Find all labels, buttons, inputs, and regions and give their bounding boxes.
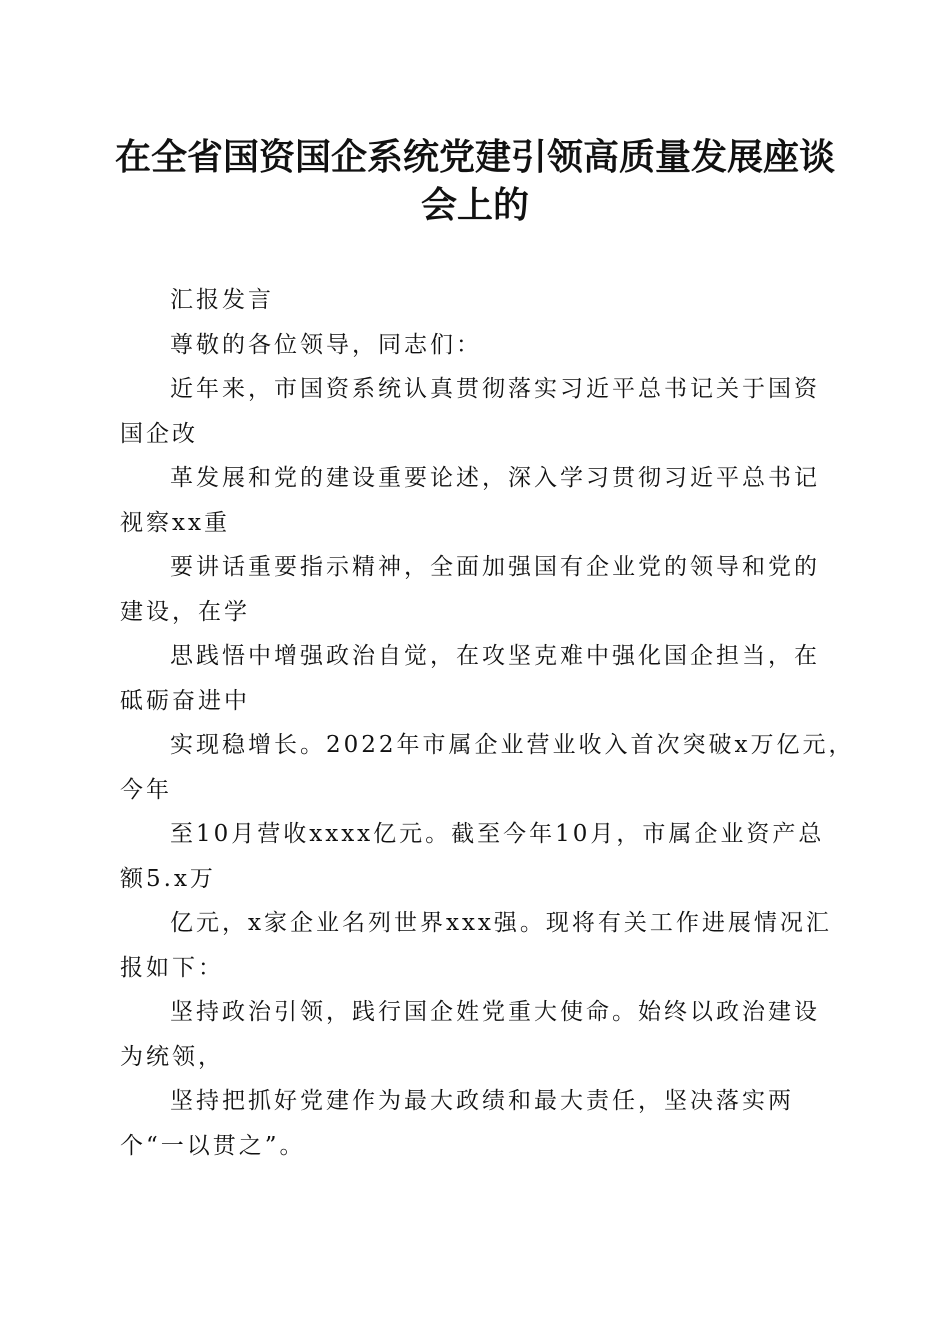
paragraph-4 xyxy=(120,456,830,545)
paragraph-8 xyxy=(120,812,830,901)
paragraph-line: 建设，在学 xyxy=(120,598,250,625)
paragraph-3 xyxy=(120,367,830,456)
paragraph-7 xyxy=(120,723,855,812)
paragraph-line: 坚持政治引领，践行国企姓党重大使命。始终以政治建设 xyxy=(170,999,820,1025)
paragraph-6 xyxy=(120,634,830,723)
paragraph-line: 汇报发言 xyxy=(170,287,274,313)
paragraph-5 xyxy=(120,545,830,634)
title-line-2: 会上的 xyxy=(420,184,529,226)
document-body xyxy=(120,278,855,1168)
paragraph-line: 革发展和党的建设重要论述，深入学习贯彻习近平总书记 xyxy=(170,465,820,491)
paragraph-9 xyxy=(120,901,830,990)
paragraph-line: 为统领， xyxy=(120,1043,224,1070)
paragraph-line: 额5.x万 xyxy=(120,865,216,892)
paragraph-line: 思践悟中增强政治自觉，在攻坚克难中强化国企担当，在 xyxy=(170,643,820,669)
paragraph-line: 实现稳增长。2022年市属企业营业收入首次突破x万亿元， xyxy=(170,732,855,758)
paragraph-line: 坚持把抓好党建作为最大政绩和最大责任，坚决落实两 xyxy=(170,1088,794,1114)
paragraph-line: 砥砺奋进中 xyxy=(120,687,250,714)
paragraph-line: 近年来，市国资系统认真贯彻落实习近平总书记关于国资 xyxy=(170,376,820,402)
paragraph-line: 要讲话重要指示精神，全面加强国有企业党的领导和党的 xyxy=(170,554,820,580)
paragraph-2 xyxy=(120,323,830,368)
paragraph-1 xyxy=(120,278,830,323)
paragraph-line: 个“一以贯之”。 xyxy=(120,1132,306,1159)
title-line-1: 在全省国资国企系统党建引领高质量发展座谈 xyxy=(114,136,835,178)
paragraph-line: 报如下： xyxy=(120,954,224,981)
paragraph-line: 今年 xyxy=(120,776,172,803)
paragraph-line: 至10月营收xxxx亿元。截至今年10月，市属企业资产总 xyxy=(170,821,825,847)
paragraph-line: 国企改 xyxy=(120,420,198,447)
paragraph-line: 尊敬的各位领导，同志们： xyxy=(170,331,482,358)
paragraph-11 xyxy=(120,1079,830,1168)
paragraph-10 xyxy=(120,990,830,1079)
document-title xyxy=(100,133,850,229)
paragraph-line: 亿元，x家企业名列世界xxx强。现将有关工作进展情况汇 xyxy=(170,910,832,936)
paragraph-line: 视察xx重 xyxy=(120,509,230,536)
